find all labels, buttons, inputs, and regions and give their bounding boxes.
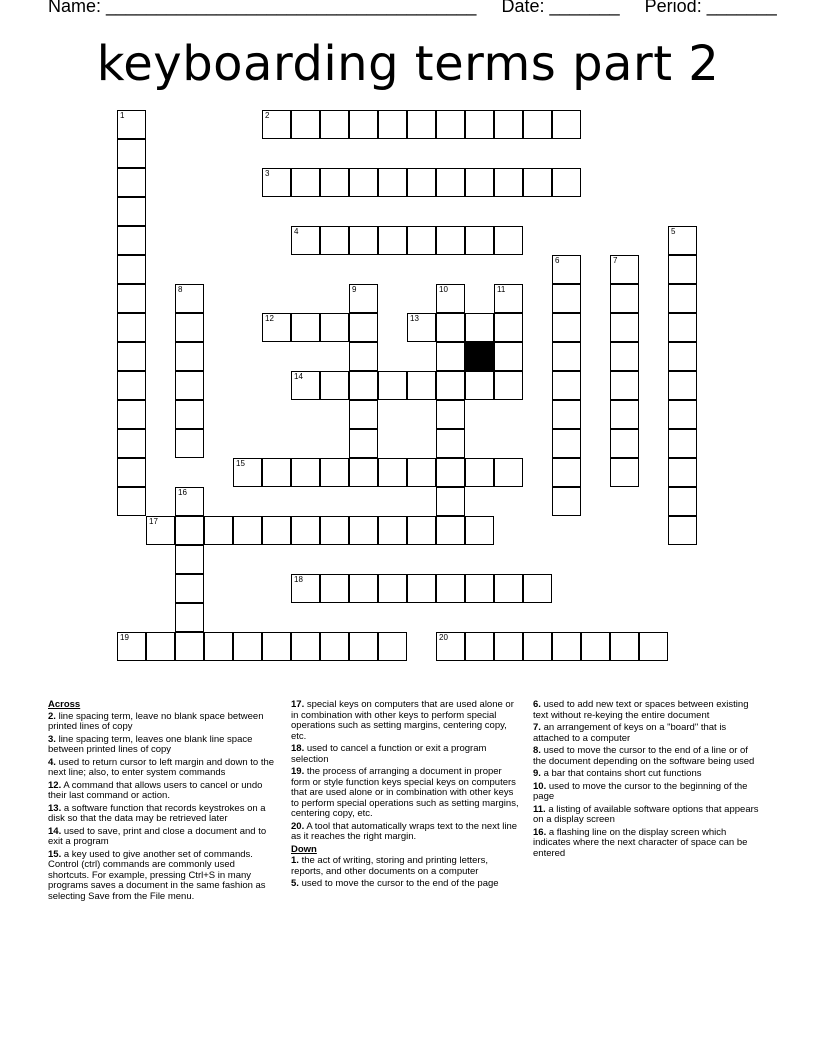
grid-cell[interactable] [378,371,407,400]
clue-number: 10 [439,285,448,294]
grid-cell[interactable] [552,429,581,458]
grid-cell[interactable] [117,371,146,400]
grid-cell[interactable] [610,342,639,371]
period-blank[interactable]: _______ [706,0,777,16]
grid-cell[interactable] [668,429,697,458]
clues-column-1 [48,700,278,904]
clue-number: 18 [294,575,303,584]
grid-cell[interactable] [610,429,639,458]
clue-number: 12 [265,314,274,323]
clue-item [48,758,278,779]
grid-cell[interactable] [436,516,465,545]
clue-num: 14. [48,825,62,837]
clue-number: 2 [265,111,270,120]
down-heading: Down [291,843,317,855]
down-clue-list-cont [533,700,761,859]
grid-cell[interactable] [494,632,523,661]
clue-text: a key used to give another set of commands. Control (ctrl) commands are commonly used shortcuts. For example, pressing Ctrl+S in many programs saves a document in the same fashion as selecting Save from the File menu. [48,848,266,902]
grid-cell[interactable] [175,574,204,603]
grid-cell[interactable] [436,110,465,139]
period-label: Period: [644,0,702,16]
grid-cell[interactable] [349,400,378,429]
grid-cell[interactable] [494,458,523,487]
grid-cell[interactable] [349,458,378,487]
grid-cell[interactable] [349,313,378,342]
grid-cell[interactable] [552,110,581,139]
clues-column-3 [533,700,761,861]
grid-cell[interactable] [668,458,697,487]
grid-cell[interactable] [465,516,494,545]
grid-cell[interactable] [349,168,378,197]
grid-cell[interactable] [262,313,291,342]
grid-cell[interactable] [117,458,146,487]
grid-cell[interactable] [494,574,523,603]
grid-cell[interactable] [378,632,407,661]
grid-cell[interactable] [668,342,697,371]
down-clue-list [291,856,519,890]
grid-cell[interactable] [552,284,581,313]
grid-cell[interactable] [610,284,639,313]
grid-cell[interactable] [610,458,639,487]
grid-cell[interactable] [494,284,523,313]
grid-cell[interactable] [523,168,552,197]
clue-number: 4 [294,227,299,236]
grid-cell[interactable] [494,168,523,197]
clue-num: 17. [291,699,305,710]
grid-cell[interactable] [117,197,146,226]
grid-cell[interactable] [117,429,146,458]
clue-item [533,782,761,803]
grid-cell[interactable] [175,603,204,632]
clue-item [291,767,519,820]
grid-cell[interactable] [378,226,407,255]
grid-cell[interactable] [262,168,291,197]
grid-cell[interactable] [552,342,581,371]
grid-cell[interactable] [146,516,175,545]
clue-item [533,723,761,744]
grid-cell[interactable] [349,574,378,603]
grid-cell[interactable] [436,400,465,429]
black-cell [465,342,494,371]
grid-cell[interactable] [349,342,378,371]
grid-cell[interactable] [407,516,436,545]
clue-text: used to save, print and close a document and to exit a program [48,825,267,847]
grid-cell[interactable] [610,313,639,342]
grid-cell[interactable] [117,139,146,168]
grid-cell[interactable] [436,574,465,603]
grid-cell[interactable] [407,226,436,255]
grid-cell[interactable] [494,342,523,371]
grid-cell[interactable] [552,632,581,661]
grid-cell[interactable] [581,632,610,661]
grid-cell[interactable] [175,284,204,313]
grid-cell[interactable] [291,226,320,255]
grid-cell[interactable] [175,516,204,545]
clue-num: 6. [533,699,541,710]
grid-cell[interactable] [465,574,494,603]
clue-num: 5. [291,878,299,889]
grid-cell[interactable] [407,458,436,487]
clue-text: line spacing term, leave no blank space between printed lines of copy [48,710,264,732]
grid-cell[interactable] [262,516,291,545]
clue-num: 3. [48,733,56,745]
clue-number: 8 [178,285,183,294]
grid-cell[interactable] [378,574,407,603]
grid-cell[interactable] [204,632,233,661]
grid-cell[interactable] [175,371,204,400]
clue-num: 10. [533,780,547,792]
grid-cell[interactable] [407,574,436,603]
grid-cell[interactable] [378,516,407,545]
grid-cell[interactable] [175,632,204,661]
grid-cell[interactable] [378,458,407,487]
grid-cell[interactable] [436,487,465,516]
grid-cell[interactable] [378,110,407,139]
clue-num: 9. [533,768,541,779]
clue-text: a flashing line on the display screen which indicates where the next character of space can be entered [533,826,748,859]
grid-cell[interactable] [407,168,436,197]
grid-cell[interactable] [349,110,378,139]
grid-cell[interactable] [117,168,146,197]
clue-text: special keys on computers that are used alone or in combination with other keys to perform special operations such as setting margins, centering copy, etc. [291,699,514,742]
grid-cell[interactable] [349,632,378,661]
grid-cell[interactable] [610,632,639,661]
grid-cell[interactable] [349,429,378,458]
grid-cell[interactable] [320,516,349,545]
grid-cell[interactable] [523,632,552,661]
grid-cell[interactable] [465,632,494,661]
grid-cell[interactable] [668,313,697,342]
clue-item [48,850,278,903]
grid-cell[interactable] [465,313,494,342]
clue-number: 7 [613,256,618,265]
grid-cell[interactable] [349,371,378,400]
grid-cell[interactable] [117,342,146,371]
grid-cell[interactable] [639,632,668,661]
grid-cell[interactable] [668,255,697,284]
grid-cell[interactable] [407,313,436,342]
clue-item [48,781,278,802]
grid-cell[interactable] [436,371,465,400]
clue-item [291,744,519,765]
clue-text: the act of writing, storing and printing letters, reports, and other documents on a computer [291,855,488,877]
clue-text: line spacing term, leaves one blank line space between printed lines of copy [48,733,253,755]
name-label: Name: [48,0,102,16]
across-clue-list [48,712,278,903]
clue-num: 15. [48,848,62,860]
grid-cell[interactable] [436,458,465,487]
grid-cell[interactable] [552,371,581,400]
clue-text: an arrangement of keys on a "board" that is attached to a computer [533,722,727,744]
grid-cell[interactable] [552,400,581,429]
clue-text: used to move the cursor to the end of a line or of the document depending on the software being used [533,745,755,767]
grid-cell[interactable] [523,110,552,139]
grid-cell[interactable] [407,110,436,139]
grid-cell[interactable] [494,226,523,255]
grid-cell[interactable] [610,371,639,400]
grid-cell[interactable] [494,110,523,139]
clue-item [291,822,519,843]
grid-cell[interactable] [378,168,407,197]
date-label: Date: [501,0,545,16]
clue-item [48,712,278,733]
grid-cell[interactable] [349,284,378,313]
clue-num: 13. [48,802,62,814]
clue-number: 14 [294,372,303,381]
grid-cell[interactable] [552,255,581,284]
grid-cell[interactable] [523,574,552,603]
clue-number: 11 [497,285,506,294]
clue-item [291,700,519,742]
clue-num: 12. [48,779,62,791]
grid-cell[interactable] [465,226,494,255]
grid-cell[interactable] [175,313,204,342]
grid-cell[interactable] [291,371,320,400]
grid-cell[interactable] [320,226,349,255]
clue-num: 7. [533,722,541,733]
clue-num: 18. [291,743,305,754]
clue-number: 6 [555,256,560,265]
grid-cell[interactable] [465,110,494,139]
clue-number: 20 [439,633,448,642]
clue-num: 8. [533,745,541,756]
clue-number: 5 [671,227,676,236]
clue-num: 4. [48,756,56,768]
across-heading: Across [48,699,81,710]
clue-number: 13 [410,314,419,323]
grid-cell[interactable] [291,168,320,197]
grid-cell[interactable] [204,516,233,545]
grid-cell[interactable] [117,284,146,313]
grid-cell[interactable] [436,313,465,342]
clue-num: 2. [48,710,56,722]
clue-number: 9 [352,285,357,294]
grid-cell[interactable] [320,574,349,603]
grid-cell[interactable] [175,545,204,574]
grid-cell[interactable] [668,516,697,545]
clue-item [291,856,519,877]
grid-cell[interactable] [320,458,349,487]
grid-cell[interactable] [291,574,320,603]
grid-cell[interactable] [436,429,465,458]
puzzle-title: keyboarding terms part 2 [96,36,720,92]
clue-item [48,804,278,825]
clue-num: 16. [533,826,547,838]
clue-text: used to add new text or spaces between existing text without re-keying the entire document [533,699,749,721]
grid-cell[interactable] [494,371,523,400]
grid-cell[interactable] [117,110,146,139]
grid-cell[interactable] [291,632,320,661]
clue-number: 3 [265,169,270,178]
across-clue-list-cont [291,700,519,843]
grid-cell[interactable] [262,110,291,139]
clue-text: used to move the cursor to the end of the page [298,878,499,889]
grid-cell[interactable] [610,255,639,284]
grid-cell[interactable] [668,284,697,313]
grid-cell[interactable] [668,226,697,255]
clue-number: 15 [236,459,245,468]
clue-text: A command that allows users to cancel or undo their last command or action. [48,779,263,801]
clue-item [48,827,278,848]
grid-cell[interactable] [494,313,523,342]
clue-num: 1. [291,855,299,866]
grid-cell[interactable] [262,632,291,661]
clue-text: used to cancel a function or exit a program selection [291,743,487,765]
clue-number: 17 [149,517,158,526]
clue-text: used to move the cursor to the beginning of the page [533,780,748,802]
clue-number: 1 [120,111,125,120]
clue-item [533,769,761,780]
clue-text: a software function that records keystrokes on a disk so that the data may be retrieved later [48,802,266,824]
clue-item [533,828,761,860]
grid-cell[interactable] [320,632,349,661]
grid-cell[interactable] [233,632,262,661]
grid-cell[interactable] [117,255,146,284]
grid-cell[interactable] [610,400,639,429]
grid-cell[interactable] [320,371,349,400]
grid-cell[interactable] [465,168,494,197]
grid-cell[interactable] [320,110,349,139]
grid-cell[interactable] [465,458,494,487]
clue-text: the process of arranging a document in proper form or style function keys special keys on computers that are used alone or in combination with other keys to perform special operations such as setting margins, centering copy, etc. [291,766,519,819]
grid-cell[interactable] [349,226,378,255]
clue-item [291,879,519,890]
clue-text: a listing of available software options that appears on a display screen [533,803,759,825]
clue-num: 11. [533,803,546,815]
clue-text: A tool that automatically wraps text to the next line as it reaches the right margin. [291,820,518,842]
grid-cell[interactable] [175,487,204,516]
grid-cell[interactable] [436,284,465,313]
grid-cell[interactable] [552,313,581,342]
grid-cell[interactable] [552,168,581,197]
grid-cell[interactable] [117,632,146,661]
date-blank[interactable]: _______ [549,0,620,16]
grid-cell[interactable] [436,342,465,371]
grid-cell[interactable] [175,400,204,429]
grid-cell[interactable] [349,516,378,545]
grid-cell[interactable] [668,487,697,516]
clue-text: used to return cursor to left margin and down to the next line; also, to enter system commands [48,756,275,778]
grid-cell[interactable] [465,371,494,400]
grid-cell[interactable] [552,487,581,516]
grid-cell[interactable] [668,400,697,429]
grid-cell[interactable] [436,226,465,255]
grid-cell[interactable] [117,226,146,255]
clue-num: 19. [291,766,305,777]
grid-cell[interactable] [320,168,349,197]
grid-cell[interactable] [291,516,320,545]
grid-cell[interactable] [233,516,262,545]
clue-number: 19 [120,633,129,642]
clues-column-2 [291,700,519,892]
grid-cell[interactable] [436,632,465,661]
clue-item [533,746,761,767]
grid-cell[interactable] [233,458,262,487]
grid-cell[interactable] [262,458,291,487]
clue-text: a bar that contains short cut functions [540,768,702,779]
grid-cell[interactable] [117,313,146,342]
clue-item [48,735,278,756]
grid-cell[interactable] [291,110,320,139]
clue-item [533,805,761,826]
grid-cell[interactable] [552,458,581,487]
grid-cell[interactable] [146,632,175,661]
grid-cell[interactable] [117,400,146,429]
grid-cell[interactable] [291,458,320,487]
grid-cell[interactable] [175,342,204,371]
grid-cell[interactable] [407,371,436,400]
clue-number: 16 [178,488,187,497]
clue-item [533,700,761,721]
grid-cell[interactable] [436,168,465,197]
clue-num: 20. [291,820,305,832]
grid-cell[interactable] [175,429,204,458]
grid-cell[interactable] [291,313,320,342]
name-blank[interactable]: _____________________________________ [106,0,477,16]
grid-cell[interactable] [320,313,349,342]
grid-cell[interactable] [117,487,146,516]
grid-cell[interactable] [668,371,697,400]
